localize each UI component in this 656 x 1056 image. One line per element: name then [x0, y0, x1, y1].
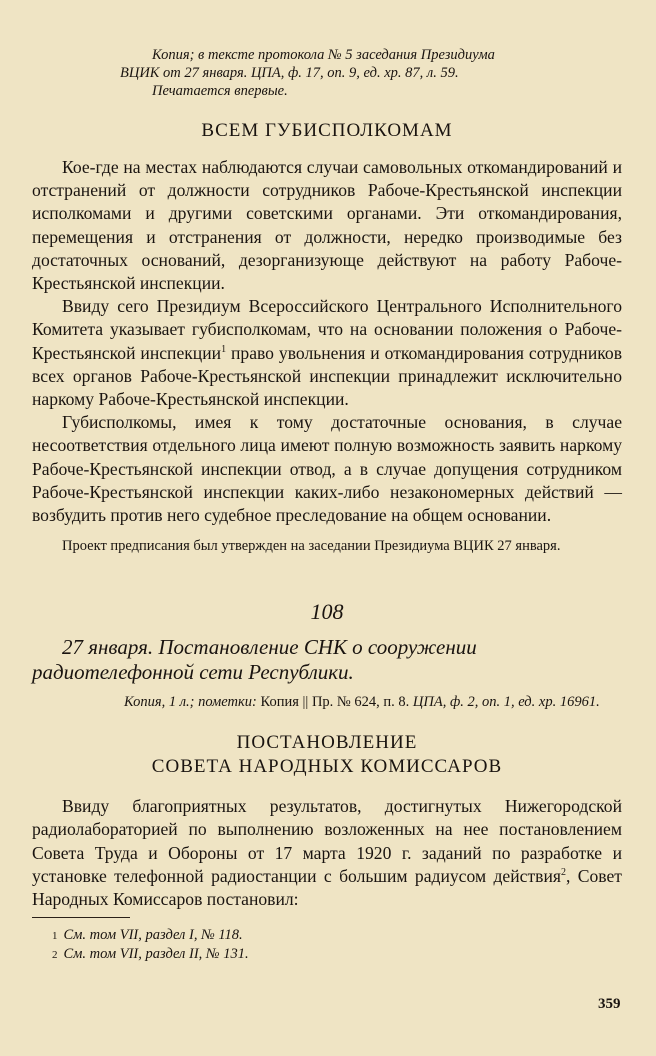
archival-source-note — [120, 46, 622, 100]
title-line: ПОСТАНОВЛЕНИЕ — [236, 732, 418, 754]
paragraph — [32, 295, 622, 411]
resolution-body — [32, 795, 622, 911]
footnote — [52, 945, 622, 964]
document-page — [32, 46, 622, 964]
source-part: ЦПА, ф. 2, оп. 1, ед. хр. 16961. — [412, 694, 600, 711]
footnote-text: См. том VII, раздел II, № 131. — [63, 946, 249, 963]
section-title: ВСЕМ ГУБИСПОЛКОМАМ — [201, 120, 453, 141]
footnote-ref[interactable]: 2 — [560, 867, 566, 878]
paragraph-text: , Совет Народных Комиссаров постановил: — [32, 865, 622, 910]
source-line-1: Копия; в тексте протокола № 5 заседания Президиума — [152, 47, 495, 63]
document-heading: 27 января. Постановление СНК о сооружении радиотелефонной сети Республики. — [32, 635, 477, 685]
source-part: Копия, 1 л.; пометки: — [124, 694, 261, 711]
paragraph: Губисполкомы, имея к тому достаточные основания, в случае несоответствия отдельного лица имеют полную возможность заявить наркому Рабоче-Крестьянской инспекции отвод, а в случае допущения сотрудником Рабоче-Крестьянской инспекции каких-либо незакономерных действий — возбудить против него судебное преследование на общем основании. — [32, 412, 622, 526]
paragraph-text: право увольнения и откомандирования сотрудников всех органов Рабоче-Крестьянской инспекции принадлежит исключительно наркому Рабоче-Крестьянской инспекции. — [32, 342, 622, 410]
appeal-body — [32, 156, 622, 527]
page-number: 359 — [598, 996, 621, 1012]
footnote-number: 2 — [52, 949, 58, 962]
paragraph-text: Ввиду благоприятных результатов, достигнутых Нижегородской радиолабораторией по выполнению возложенных на нее постановлением Совета Труда и Обороны от 17 марта 1920 г. заданий по разработке и установке телефонной радиостанции с большим радиусом действия — [32, 796, 622, 886]
paragraph: Кое-где на местах наблюдаются случаи самовольных откомандирований и отстранений от должности сотрудников Рабоче-Крестьянской инспекции исполкомами и другими советскими органами. Эти откомандирования, перемещения и отстранения от должности, нередко производимые без достаточных оснований, дезорганизующе действуют на работу Рабоче-Крестьянской инспекции. — [32, 157, 622, 294]
title-line: СОВЕТА НАРОДНЫХ КОМИССАРОВ — [151, 756, 503, 778]
resolution-title — [32, 731, 622, 779]
footnote-ref[interactable]: 1 — [221, 343, 227, 355]
document-number: 108 — [310, 599, 344, 625]
footnote — [52, 926, 622, 945]
archival-source-note-2 — [124, 693, 622, 711]
source-line-3: Печатается впервые. — [152, 83, 288, 99]
paragraph-text: Ввиду сего Президиум Всероссийского Центрального Исполнительного Комитета указывает губисполкомам, что на основании положения о Рабоче-Крестьянской инспекции — [32, 296, 622, 363]
editorial-note: Проект предписания был утвержден на заседании Президиума ВЦИК 27 января. — [62, 538, 561, 555]
source-part: Копия || Пр. № 624, п. 8. — [260, 694, 413, 711]
footnote-divider — [32, 917, 130, 918]
footnote-text: См. том VII, раздел I, № 118. — [63, 927, 243, 944]
paragraph — [32, 795, 622, 911]
footnote-number: 1 — [52, 930, 58, 943]
source-line-2: ВЦИК от 27 января. ЦПА, ф. 17, оп. 9, ед. хр. 87, л. 59. — [120, 65, 459, 81]
